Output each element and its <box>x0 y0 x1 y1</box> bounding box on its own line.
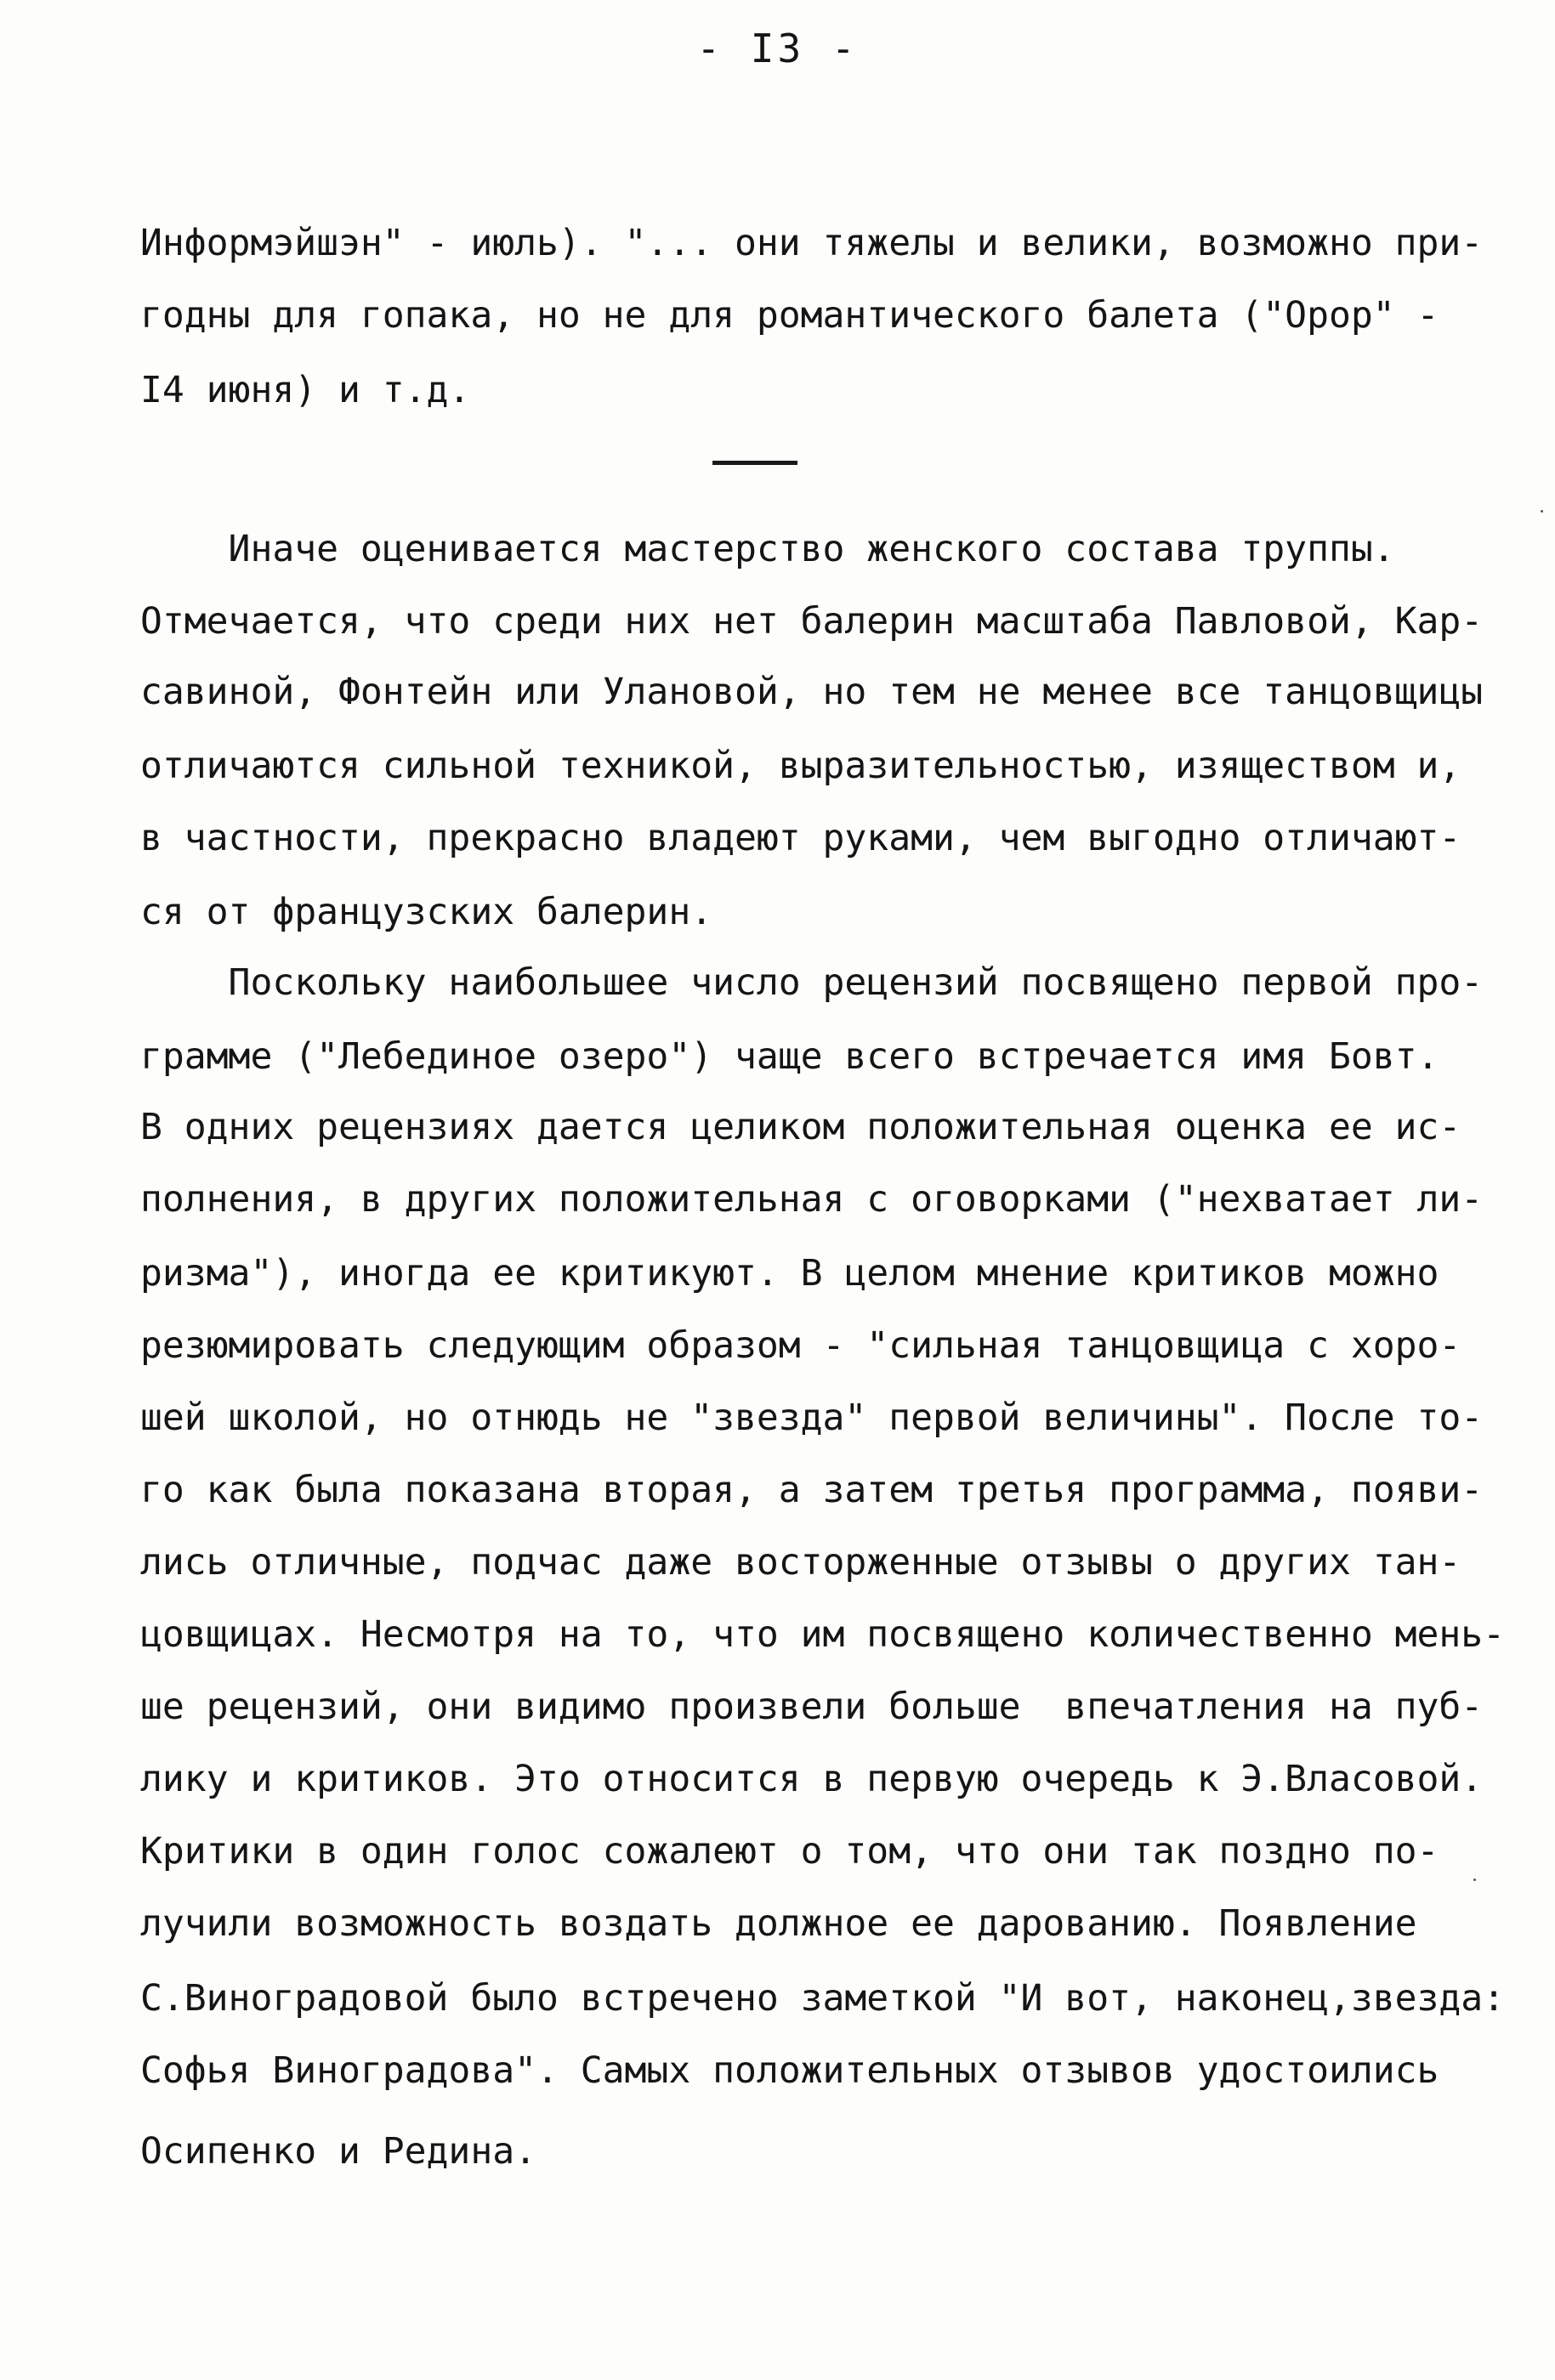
text-line: Софья Виноградова". Самых положительных отзывов удостоились <box>140 2049 1439 2092</box>
text-line: грамме ("Лебединое озеро") чаще всего встречается имя Бовт. <box>140 1035 1439 1078</box>
text-line: ся от французских балерин. <box>140 891 713 933</box>
text-line: годны для гопака, но не для романтического балета ("Орор" - <box>140 294 1439 337</box>
text-line: I4 июня) и т.д. <box>140 369 471 411</box>
section-separator <box>712 461 797 465</box>
paper-speck <box>1473 1878 1476 1881</box>
paper-speck <box>1541 510 1543 513</box>
text-line: цовщицах. Несмотря на то, что им посвящено количественно мень- <box>140 1613 1506 1656</box>
text-line: ше рецензий, они видимо произвели больше впечатления на пуб- <box>140 1686 1484 1728</box>
text-line: в частности, прекрасно владеют руками, чем выгодно отличают- <box>140 817 1461 859</box>
text-line: го как была показана вторая, а затем третья программа, появи- <box>140 1469 1484 1511</box>
text-line: Отмечается, что среди них нет балерин масштаба Павловой, Кар- <box>140 600 1484 643</box>
page-number: - I3 - <box>696 26 859 71</box>
text-line: В одних рецензиях дается целиком положительная оценка ее ис- <box>140 1106 1461 1148</box>
text-line: отличаются сильной техникой, выразительностью, изяществом и, <box>140 745 1461 787</box>
text-line: савиной, Фонтейн или Улановой, но тем не менее все танцовщицы <box>140 671 1484 713</box>
text-line: резюмировать следующим образом - "сильная танцовщица с хоро- <box>140 1324 1461 1367</box>
text-line: шей школой, но отнюдь не "звезда" первой величины". После то- <box>140 1397 1484 1439</box>
text-line: Осипенко и Редина. <box>140 2130 536 2173</box>
text-line: С.Виноградовой было встречено заметкой "И вот, наконец,звезда: <box>140 1977 1506 2020</box>
text-line: полнения, в других положительная с оговорками ("нехватает ли- <box>140 1178 1484 1221</box>
text-line: лись отличные, подчас даже восторженные отзывы о других тан- <box>140 1541 1461 1584</box>
text-line: Поскольку наибольшее число рецензий посвящено первой про- <box>140 961 1484 1004</box>
text-line: Критики в один голос сожалеют о том, что они так поздно по- <box>140 1830 1439 1873</box>
text-line: лику и критиков. Это относится в первую очередь к Э.Власовой. <box>140 1758 1484 1800</box>
text-line: лучили возможность воздать должное ее дарованию. Появление <box>140 1902 1417 1945</box>
text-line: Информэйшэн" - июль). "... они тяжелы и велики, возможно при- <box>140 222 1484 264</box>
text-line: Иначе оценивается мастерство женского состава труппы. <box>140 528 1395 570</box>
text-line: ризма"), иногда ее критикуют. В целом мнение критиков можно <box>140 1252 1439 1295</box>
